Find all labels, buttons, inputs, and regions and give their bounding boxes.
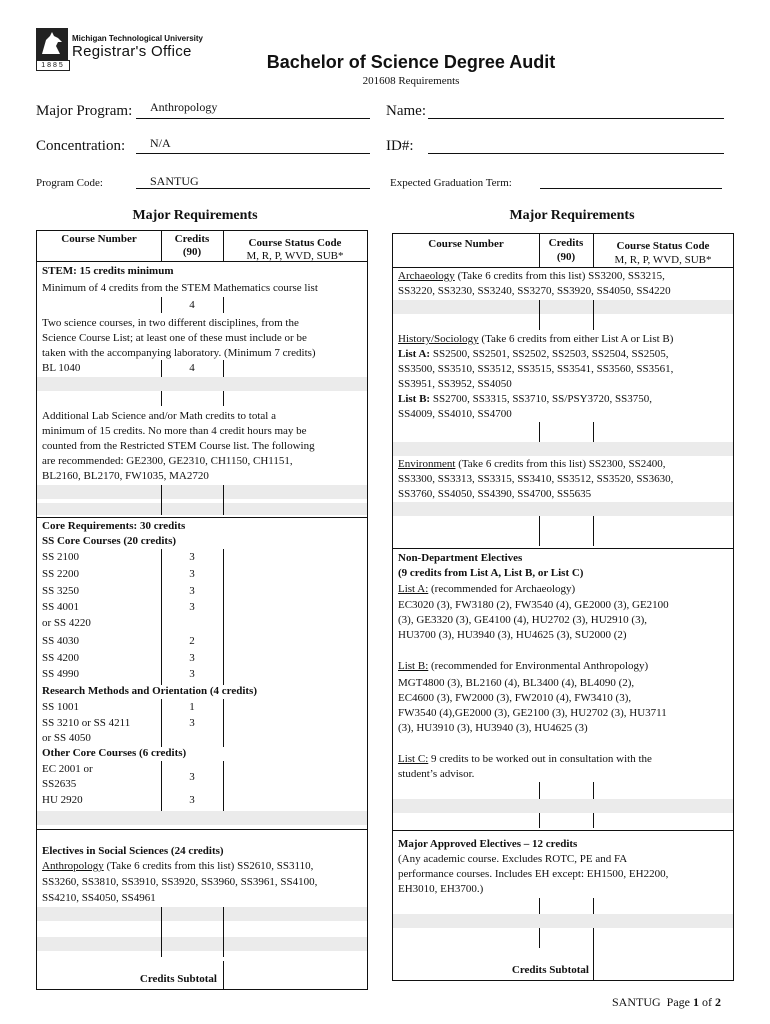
right-col-course: Course Number bbox=[428, 238, 504, 250]
nde-list-b-label: List B: bbox=[398, 660, 429, 672]
lab-text-1: Additional Lab Science and/or Math credits to total a bbox=[42, 410, 276, 422]
research-title: Research Methods and Orientation (4 credits) bbox=[42, 685, 257, 697]
page-title: Bachelor of Science Degree Audit bbox=[266, 52, 556, 72]
left-col-credits: Credits bbox=[174, 233, 210, 245]
blank-row[interactable] bbox=[393, 502, 733, 516]
core-course[interactable]: SS 4030 bbox=[42, 635, 79, 647]
history-text-1 bbox=[398, 331, 673, 347]
anthropology-text-1 bbox=[42, 858, 313, 874]
right-col-status: Course Status Code bbox=[616, 240, 710, 252]
page-subtitle: 201608 Requirements bbox=[362, 75, 460, 87]
concentration-value[interactable]: N/A bbox=[150, 136, 171, 150]
stem-math-credits[interactable]: 4 bbox=[189, 299, 195, 311]
office-name: Registrar's Office bbox=[72, 43, 192, 60]
blank-row[interactable] bbox=[393, 799, 733, 813]
mae-text-2: performance courses. Includes EH except: EH1500, EH2200, bbox=[398, 868, 669, 880]
other-course[interactable]: EC 2001 or bbox=[42, 763, 93, 775]
core-course[interactable]: SS 2100 bbox=[42, 551, 79, 563]
blank-row[interactable] bbox=[37, 503, 367, 515]
other-course[interactable]: SS2635 bbox=[42, 778, 77, 790]
blank-row[interactable] bbox=[393, 442, 733, 456]
ss-core-title: SS Core Courses (20 credits) bbox=[42, 535, 177, 547]
science-course[interactable]: BL 1040 bbox=[42, 362, 81, 374]
grad-term-label: Expected Graduation Term: bbox=[390, 177, 512, 189]
footer-program-code: SANTUG bbox=[612, 995, 661, 1009]
history-text-line-1: (Take 6 credits from either List A or List B) bbox=[478, 333, 674, 345]
core-credits[interactable]: 3 bbox=[189, 601, 195, 613]
blank-row[interactable] bbox=[37, 907, 367, 921]
nde-list-a-label: List A: bbox=[398, 583, 429, 595]
core-credits[interactable]: 3 bbox=[189, 652, 195, 664]
research-course[interactable]: SS 1001 bbox=[42, 701, 79, 713]
core-course[interactable]: or SS 4220 bbox=[42, 617, 91, 629]
page-footer bbox=[612, 995, 721, 1010]
list-a-text-2: SS3500, SS3510, SS3512, SS3515, SS3541, SS3560, SS3561, bbox=[398, 363, 674, 375]
nde-list-b-4: FW3540 (4),GE2000 (3), GE2100 (3), HU2702 (3), HU3711 bbox=[398, 707, 667, 719]
blank-row[interactable] bbox=[37, 937, 367, 951]
other-credits[interactable]: 3 bbox=[189, 771, 195, 783]
blank-row[interactable] bbox=[37, 485, 367, 499]
program-code-label: Program Code: bbox=[36, 177, 103, 189]
nde-list-c-1 bbox=[398, 751, 652, 767]
science-text-2: Science Course List; at least one of these must include or be bbox=[42, 332, 307, 344]
science-text-1: Two science courses, in two different disciplines, from the bbox=[42, 317, 299, 329]
program-code-value[interactable]: SANTUG bbox=[150, 174, 199, 188]
nde-list-b-line-1: (recommended for Environmental Anthropology) bbox=[428, 660, 649, 672]
mae-text-3: EH3010, EH3700.) bbox=[398, 883, 484, 895]
lab-text-5: BL2160, BL2170, FW1035, MA2720 bbox=[42, 470, 209, 482]
nde-list-c-2: student’s advisor. bbox=[398, 768, 475, 780]
environment-text-3: SS3760, SS4050, SS4390, SS4700, SS5635 bbox=[398, 488, 592, 500]
list-a-label: List A: bbox=[398, 348, 431, 360]
blank-row[interactable] bbox=[393, 300, 733, 314]
stem-title: STEM: 15 credits minimum bbox=[42, 265, 174, 277]
footer-page-total: 2 bbox=[715, 995, 721, 1009]
mae-title: Major Approved Electives – 12 credits bbox=[398, 838, 578, 850]
archaeology-text-2: SS3220, SS3230, SS3240, SS3270, SS3920, SS4050, SS4220 bbox=[398, 285, 671, 297]
major-line bbox=[136, 118, 370, 119]
footer-page-number: 1 bbox=[693, 995, 699, 1009]
core-title: Core Requirements: 30 credits bbox=[42, 520, 186, 532]
university-name: Michigan Technological University bbox=[72, 34, 203, 43]
right-col-status-codes: M, R, P, WVD, SUB* bbox=[614, 254, 712, 266]
nde-list-c-line-1: 9 credits to be worked out in consultation with the bbox=[428, 753, 652, 765]
major-label: Major Program: bbox=[36, 103, 133, 119]
anthropology-label: Anthropology bbox=[42, 860, 104, 872]
nde-list-b-5: (3), HU3910 (3), HU3940 (3), HU4625 (3) bbox=[398, 722, 588, 734]
anthropology-text-3: SS4210, SS4050, SS4961 bbox=[42, 892, 156, 904]
nde-list-a-1 bbox=[398, 581, 575, 597]
list-a-text-3: SS3951, SS3952, SS4050 bbox=[398, 378, 512, 390]
science-credits[interactable]: 4 bbox=[189, 362, 195, 374]
other-course[interactable]: HU 2920 bbox=[42, 794, 83, 806]
core-credits[interactable]: 2 bbox=[189, 635, 195, 647]
program-code-line bbox=[136, 188, 370, 189]
blank-row[interactable] bbox=[37, 811, 367, 825]
list-a-text-1 bbox=[398, 346, 669, 362]
core-credits[interactable]: 3 bbox=[189, 551, 195, 563]
lab-text-2: minimum of 15 credits. No more than 4 credit hours may be bbox=[42, 425, 307, 437]
archaeology-label: Archaeology bbox=[398, 270, 455, 282]
archaeology-text-line-1: (Take 6 credits from this list) SS3200, SS3215, bbox=[454, 270, 665, 282]
environment-text-2: SS3300, SS3313, SS3315, SS3410, SS3512, SS3520, SS3630, bbox=[398, 473, 674, 485]
research-credits[interactable]: 1 bbox=[189, 701, 195, 713]
logo-year: 1885 bbox=[36, 60, 70, 71]
nde-list-a-4: HU3700 (3), HU3940 (3), HU4625 (3), SU2000 (2) bbox=[398, 629, 627, 641]
list-b-line-1: SS2700, SS3315, SS3710, SS/PSY3720, SS3750, bbox=[430, 393, 653, 405]
archaeology-text-1 bbox=[398, 268, 665, 284]
left-col-credits-total: (90) bbox=[182, 246, 202, 258]
research-course[interactable]: SS 3210 or SS 4211 bbox=[42, 717, 131, 729]
core-course[interactable]: SS 2200 bbox=[42, 568, 79, 580]
lab-text-4: are recommended: GE2300, GE2310, CH1150, CH1151, bbox=[42, 455, 293, 467]
core-course[interactable]: SS 4990 bbox=[42, 668, 79, 680]
list-a-line-1: SS2500, SS2501, SS2502, SS2503, SS2504, SS2505, bbox=[430, 348, 669, 360]
lab-text-3: counted from the Restricted STEM Course list. The following bbox=[42, 440, 315, 452]
right-credits-subtotal: Credits Subtotal bbox=[511, 964, 589, 976]
anthropology-text-line-1: (Take 6 credits from this list) SS2610, SS3110, bbox=[103, 860, 314, 872]
footer-of-word: of bbox=[702, 995, 712, 1009]
left-col-course: Course Number bbox=[61, 233, 137, 245]
left-credits-subtotal: Credits Subtotal bbox=[139, 973, 217, 985]
nde-title-1: Non-Department Electives bbox=[398, 552, 523, 564]
name-label: Name: bbox=[386, 103, 426, 119]
mae-text-1: (Any academic course. Excludes ROTC, PE and FA bbox=[398, 853, 628, 865]
right-section-title: Major Requirements bbox=[509, 208, 635, 223]
core-course[interactable]: SS 4001 bbox=[42, 601, 79, 613]
nde-list-c-label: List C: bbox=[398, 753, 429, 765]
nde-list-b-3: EC4600 (3), FW2000 (3), FW2010 (4), FW3410 (3), bbox=[398, 692, 632, 704]
right-col-credits-total: (90) bbox=[556, 251, 576, 263]
concentration-line bbox=[136, 153, 370, 154]
history-label: History/Sociology bbox=[398, 333, 479, 345]
footer-page-word: Page bbox=[666, 995, 690, 1009]
core-course[interactable]: SS 4200 bbox=[42, 652, 79, 664]
left-col-status: Course Status Code bbox=[248, 237, 342, 249]
major-value[interactable]: Anthropology bbox=[150, 100, 218, 114]
core-course[interactable]: SS 3250 bbox=[42, 585, 79, 597]
right-col-credits: Credits bbox=[548, 237, 584, 249]
nde-list-a-line-1: (recommended for Archaeology) bbox=[428, 583, 576, 595]
nde-list-a-3: (3), GE3320 (3), GE4100 (4), HU2702 (3), HU2910 (3), bbox=[398, 614, 647, 626]
anthropology-text-2: SS3260, SS3810, SS3910, SS3920, SS3960, SS3961, SS4100, bbox=[42, 876, 318, 888]
research-credits[interactable]: 3 bbox=[189, 717, 195, 729]
blank-row[interactable] bbox=[37, 377, 367, 391]
electives-title: Electives in Social Sciences (24 credits) bbox=[42, 845, 224, 857]
research-course[interactable]: or SS 4050 bbox=[42, 732, 91, 744]
list-b-label: List B: bbox=[398, 393, 431, 405]
concentration-label: Concentration: bbox=[36, 138, 126, 154]
left-section-title: Major Requirements bbox=[132, 208, 258, 223]
nde-list-b-2: MGT4800 (3), BL2160 (4), BL3400 (4), BL4090 (2), bbox=[398, 677, 635, 689]
environment-text-1 bbox=[398, 456, 666, 472]
environment-label: Environment bbox=[398, 458, 456, 470]
other-credits[interactable]: 3 bbox=[189, 794, 195, 806]
nde-list-b-1 bbox=[398, 658, 648, 674]
core-credits[interactable]: 3 bbox=[189, 568, 195, 580]
blank-row[interactable] bbox=[393, 914, 733, 928]
grad-term-field[interactable] bbox=[540, 188, 722, 189]
left-requirements-table bbox=[36, 230, 368, 990]
nde-title-2: (9 credits from List A, List B, or List C) bbox=[398, 567, 584, 579]
list-b-text-2: SS4009, SS4010, SS4700 bbox=[398, 408, 512, 420]
core-credits[interactable]: 3 bbox=[189, 585, 195, 597]
right-requirements-table bbox=[392, 233, 734, 981]
id-field[interactable] bbox=[428, 153, 724, 154]
other-core-title: Other Core Courses (6 credits) bbox=[42, 747, 187, 759]
left-col-status-codes: M, R, P, WVD, SUB* bbox=[246, 250, 344, 262]
environment-text-line-1: (Take 6 credits from this list) SS2300, SS2400, bbox=[455, 458, 666, 470]
nde-list-a-2: EC3020 (3), FW3180 (2), FW3540 (4), GE2000 (3), GE2100 bbox=[398, 599, 669, 611]
science-text-3: taken with the accompanying laboratory. (Minimum 7 credits) bbox=[42, 347, 316, 359]
core-credits[interactable]: 3 bbox=[189, 668, 195, 680]
name-field[interactable] bbox=[428, 118, 724, 119]
list-b-text-1 bbox=[398, 391, 652, 407]
id-label: ID#: bbox=[386, 138, 414, 154]
stem-math-text: Minimum of 4 credits from the STEM Mathematics course list bbox=[42, 282, 318, 294]
